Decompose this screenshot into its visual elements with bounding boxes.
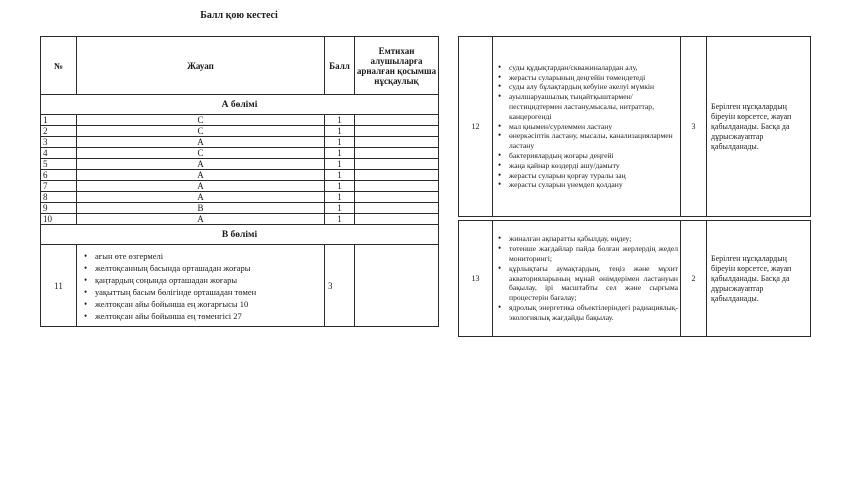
note-cell — [355, 214, 439, 225]
list-item: • желтоқсан айы бойынша ең төменгісі 27 — [81, 310, 322, 322]
section-a-row — [41, 95, 439, 115]
note-cell — [355, 203, 439, 214]
answer-cell: C — [77, 115, 325, 126]
answer-cell — [493, 221, 681, 337]
score-cell: 1 — [325, 115, 355, 126]
answer-bullet-list — [493, 60, 680, 193]
score-cell: 1 — [325, 137, 355, 148]
answer-bullet-list — [493, 231, 680, 325]
note-cell — [355, 245, 439, 327]
score-cell: 1 — [325, 148, 355, 159]
header-note: Емтихан алушыларға арналған қосымша нұсқаулық — [355, 37, 439, 95]
score-cell: 3 — [681, 37, 707, 217]
answer-cell: A — [77, 214, 325, 225]
list-item: • құрлықтағы аумақтардың, теңіз және мұхит акваторияларының мұнай өнімдерімен ластануын бақылау, ірі масштабты сел және сырғыма процестерін бағалау; — [495, 264, 678, 303]
list-item: • мал қиымен/сурлеммен ластану — [495, 122, 678, 132]
question-number: 6 — [41, 170, 77, 181]
list-item: • уақыттың басым бөлігінде орташадан төмен — [81, 286, 322, 298]
score-cell: 1 — [325, 170, 355, 181]
section-a-body — [41, 115, 439, 225]
answer-cell: A — [77, 181, 325, 192]
answer-cell — [77, 245, 325, 327]
question-number: 10 — [41, 214, 77, 225]
question-number: 4 — [41, 148, 77, 159]
list-item: • қаңтардың соңында орташадан жоғары — [81, 274, 322, 286]
question-number: 1 — [41, 115, 77, 126]
question-number: 13 — [459, 221, 493, 337]
answer-cell: A — [77, 159, 325, 170]
question-number: 7 — [41, 181, 77, 192]
answer-cell — [493, 37, 681, 217]
list-item: • жерасты суларын үнемдеп қолдану — [495, 180, 678, 190]
note-cell — [355, 159, 439, 170]
answer-cell: A — [77, 170, 325, 181]
question-12-row — [459, 37, 811, 217]
score-cell: 1 — [325, 192, 355, 203]
table-row — [41, 170, 439, 181]
answer-cell: A — [77, 137, 325, 148]
section-a-title: А бөлімі — [41, 95, 439, 115]
document-title: Балл қою кестесі — [200, 10, 278, 21]
question-number: 8 — [41, 192, 77, 203]
list-item: • желтоқсанның басында орташадан жоғары — [81, 262, 322, 274]
note-cell — [355, 137, 439, 148]
note-cell — [355, 126, 439, 137]
note-cell — [355, 148, 439, 159]
instruction-cell: Берілген нұсқалардың біреуін көрсетсе, жауап қабылданады. Басқа да дұрысжауаптар қабылданады. — [707, 37, 811, 217]
score-cell: 1 — [325, 159, 355, 170]
section-b-title: В бөлімі — [41, 225, 439, 245]
note-cell — [355, 170, 439, 181]
list-item: • жерасты суларын қорғау туралы заң — [495, 171, 678, 181]
note-cell — [355, 181, 439, 192]
answer-cell: C — [77, 126, 325, 137]
header-score: Балл — [325, 37, 355, 95]
answer-cell: B — [77, 203, 325, 214]
list-item: • ауылшаруашылық тыңайтқыштармен/пестицидтермен ластану,мысалы, нитраттар, канцерогенді — [495, 92, 678, 121]
question-number: 2 — [41, 126, 77, 137]
table-row — [41, 203, 439, 214]
header-number: № — [41, 37, 77, 95]
table-row — [41, 115, 439, 126]
score-cell: 1 — [325, 126, 355, 137]
score-table-right — [458, 36, 811, 337]
note-cell — [355, 115, 439, 126]
score-cell: 1 — [325, 181, 355, 192]
score-cell: 2 — [681, 221, 707, 337]
list-item: • өнеркәсіптік ластану, мысалы, канализациялармен ластану — [495, 131, 678, 151]
instruction-cell: Берілген нұсқалардың біреуін көрсетсе, жауап қабылданады. Басқа да дұрысжауаптар қабылданады. — [707, 221, 811, 337]
list-item: • жиналған ақпаратты қабылдау, өңдеу; — [495, 234, 678, 244]
list-item: • жаңа қайнар көздерді ашу/дамыту — [495, 161, 678, 171]
question-13-row — [459, 221, 811, 337]
score-cell: 1 — [325, 214, 355, 225]
list-item: • суды құдықтардан/скважиналардан алу, — [495, 63, 678, 73]
table-row — [41, 137, 439, 148]
list-item: • бактериялардың жоғары деңгейі — [495, 151, 678, 161]
question-number: 12 — [459, 37, 493, 217]
answer-cell: A — [77, 192, 325, 203]
question-number: 5 — [41, 159, 77, 170]
list-item: • желтоқсан айы бойынша ең жоғарғысы 10 — [81, 298, 322, 310]
table-row — [41, 159, 439, 170]
list-item: • жерасты суларының деңгейін төмендетеді — [495, 73, 678, 83]
table-row — [41, 148, 439, 159]
question-number: 3 — [41, 137, 77, 148]
question-11-row — [41, 245, 439, 327]
score-cell: 1 — [325, 203, 355, 214]
question-number: 11 — [41, 245, 77, 327]
table-row — [41, 181, 439, 192]
note-cell — [355, 192, 439, 203]
answer-bullet-list — [77, 246, 324, 326]
table-row — [41, 126, 439, 137]
list-item: • ағын өте өзгермелі — [81, 250, 322, 262]
question-number: 9 — [41, 203, 77, 214]
list-item: • суды алу бұлақтардың кебуіне әкелуі мүмкін — [495, 82, 678, 92]
section-b-row — [41, 225, 439, 245]
list-item: • төтенше жағдайлар пайда болған жерлердің жедел мониторингі; — [495, 244, 678, 264]
table-header-row — [41, 37, 439, 95]
header-answer: Жауап — [77, 37, 325, 95]
list-item: • ядролық энергетика объектілеріндегі радиациялық-экологиялық жағдайды бақылау. — [495, 303, 678, 323]
answer-cell: C — [77, 148, 325, 159]
table-row — [41, 192, 439, 203]
score-table-left — [40, 36, 439, 327]
table-row — [41, 214, 439, 225]
score-cell: 3 — [325, 245, 355, 327]
